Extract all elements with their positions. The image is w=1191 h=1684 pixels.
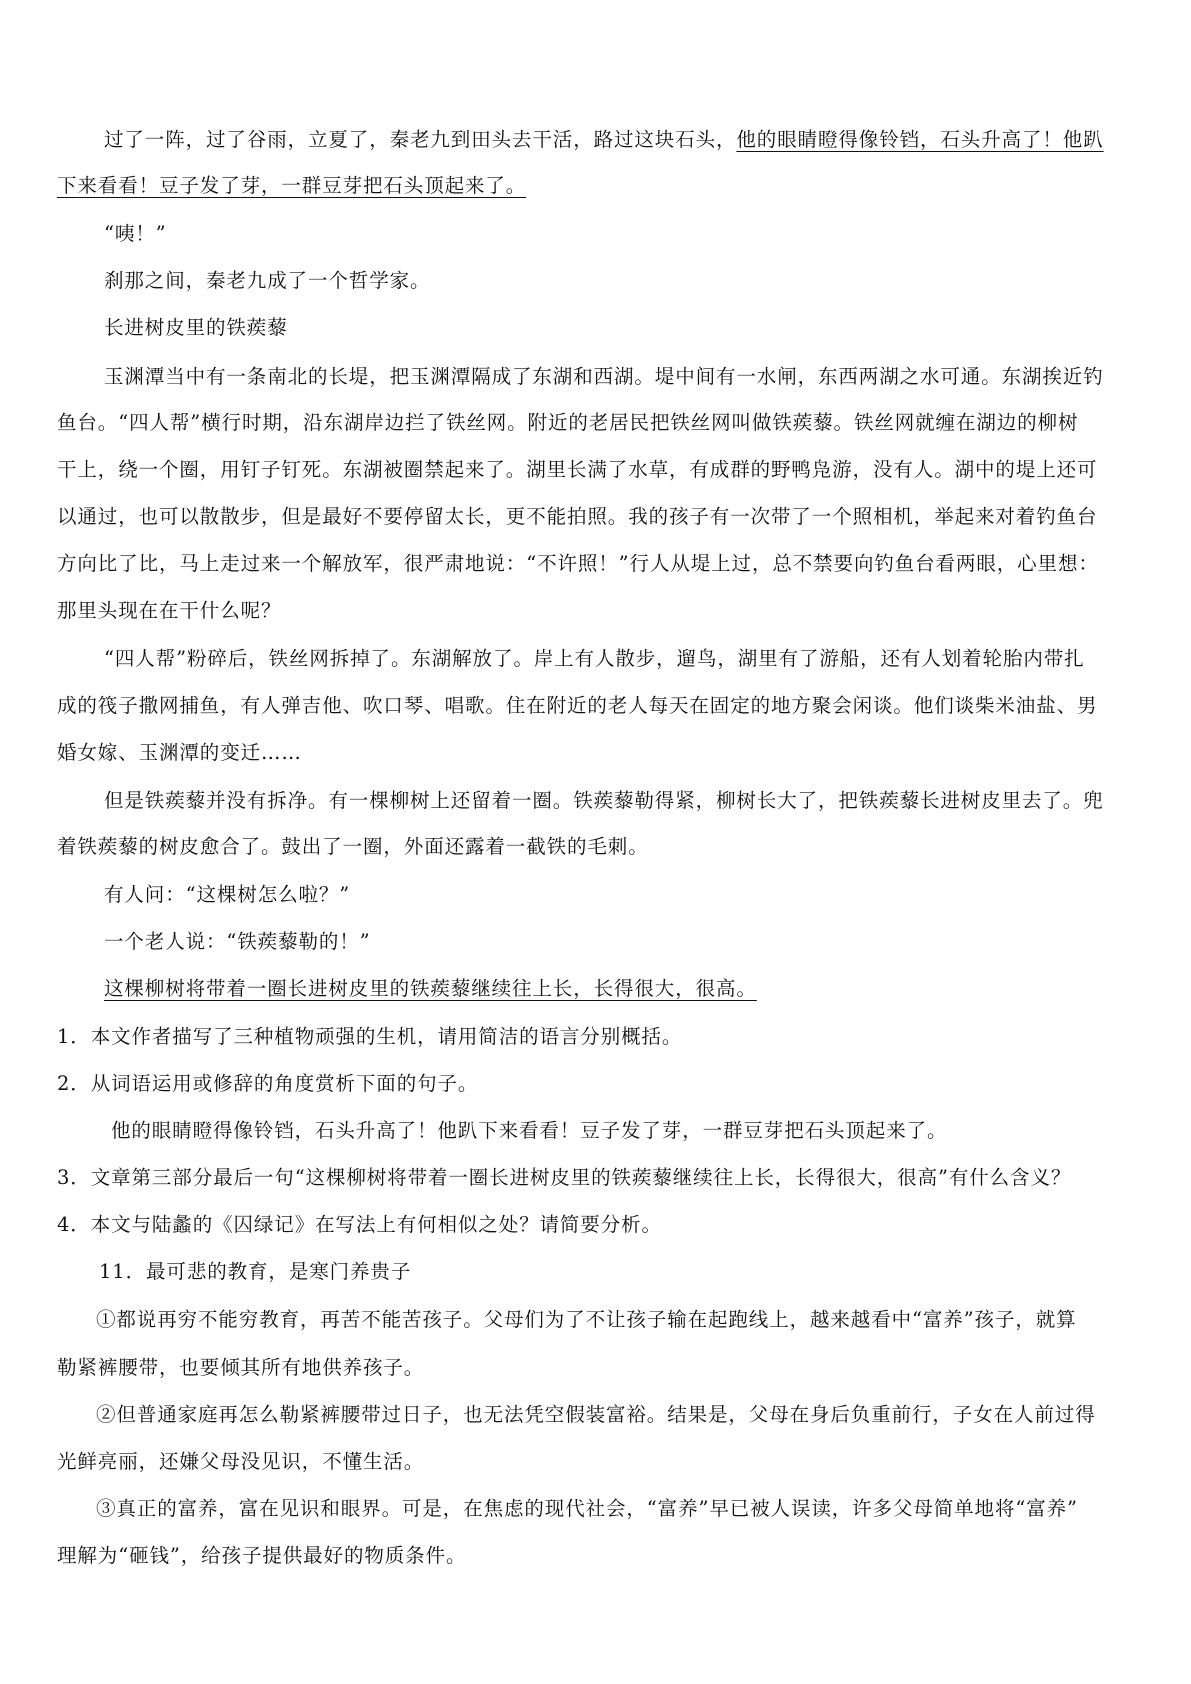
paragraph-6-line-2: 着铁蒺藜的树皮愈合了。鼓出了一圈，外面还露着一截铁的毛刺。 — [57, 835, 649, 858]
paragraph-4-line-1: 玉渊潭当中有一条南北的长堤，把玉渊潭隔成了东湖和西湖。堤中间有一水闸，东西两湖之水可通。东湖挨近钓 — [104, 365, 1104, 388]
section-11-paragraph-1-line-2: 勒紧裤腰带，也要倾其所有地供养孩子。 — [57, 1356, 425, 1379]
paragraph-4-line-6: 那里头现在在干什么呢？ — [57, 599, 282, 622]
paragraph-4-line-4: 以通过，也可以散散步，但是最好不要停留太长，更不能拍照。我的孩子有一次带了一个照相机，举起来对着钓鱼台 — [57, 505, 1098, 528]
paragraph-1-text: 过了一阵，过了谷雨，立夏了，秦老九到田头去干活，路过这块石头， — [104, 128, 737, 151]
section-11-paragraph-2-line-2: 光鲜亮丽，还嫌父母没见识，不懂生活。 — [57, 1450, 425, 1473]
question-4: 4．本文与陆蠡的《囚绿记》在写法上有何相似之处？请简要分析。 — [57, 1213, 662, 1236]
paragraph-9-underlined: 这棵柳树将带着一圈长进树皮里的铁蒺藜继续往上长，长得很大，很高。 — [104, 977, 757, 1000]
section-11-paragraph-3-line-1: ③真正的富养，富在见识和眼界。可是，在焦虑的现代社会，“富养”早已被人误读，许多父母简单地将“富养” — [96, 1497, 1078, 1520]
paragraph-8: 一个老人说：“铁蒺藜勒的！” — [104, 930, 371, 953]
section-subtitle: 长进树皮里的铁蒺藜 — [104, 316, 288, 339]
question-2: 2．从词语运用或修辞的角度赏析下面的句子。 — [57, 1072, 479, 1095]
paragraph-1-line-2: 下来看看！豆子发了芽，一群豆芽把石头顶起来了。 — [57, 174, 527, 197]
section-11-paragraph-2-line-1: ②但普通家庭再怎么勒紧裤腰带过日子，也无法凭空假装富裕。结果是，父母在身后负重前行，子女在人前过得 — [96, 1403, 1096, 1426]
paragraph-5-line-3: 婚女嫁、玉渊潭的变迁…… — [57, 741, 302, 764]
section-11-paragraph-3-line-2: 理解为“砸钱”，给孩子提供最好的物质条件。 — [57, 1544, 467, 1567]
paragraph-5-line-1: “四人帮”粉碎后，铁丝网拆掉了。东湖解放了。岸上有人散步，遛鸟，湖里有了游船，还有人划着轮胎内带扎 — [104, 647, 1085, 670]
paragraph-5-line-2: 成的筏子撒网捕鱼，有人弹吉他、吹口琴、唱歌。住在附近的老人每天在固定的地方聚会闲谈。他们谈柴米油盐、男 — [57, 694, 1098, 717]
paragraph-3: 刹那之间，秦老九成了一个哲学家。 — [104, 269, 431, 292]
paragraph-2: “咦！” — [104, 222, 167, 245]
section-11-title: 11．最可悲的教育，是寒门养贵子 — [99, 1260, 412, 1283]
question-3: 3．文章第三部分最后一句“这棵柳树将带着一圈长进树皮里的铁蒺藜继续往上长，长得很大，很高”有什么含义？ — [57, 1166, 1072, 1189]
question-2-quote: 他的眼睛瞪得像铃铛，石头升高了！他趴下来看看！豆子发了芽，一群豆芽把石头顶起来了。 — [111, 1119, 948, 1142]
paragraph-4-line-2: 鱼台。“四人帮”横行时期，沿东湖岸边拦了铁丝网。附近的老居民把铁丝网叫做铁蒺藜。铁丝网就缠在湖边的柳树 — [57, 411, 1079, 434]
question-1: 1．本文作者描写了三种植物顽强的生机，请用简洁的语言分别概括。 — [57, 1025, 683, 1048]
paragraph-4-line-5: 方向比了比，马上走过来一个解放军，很严肃地说：“不许照！”行人从堤上过，总不禁要向钓鱼台看两眼，心里想： — [57, 552, 1099, 575]
paragraph-7: 有人问：“这棵树怎么啦？” — [104, 883, 351, 906]
underlined-sentence: 他的眼睛瞪得像铃铛，石头升高了！他趴 — [736, 128, 1104, 151]
paragraph-6-line-1: 但是铁蒺藜并没有拆净。有一棵柳树上还留着一圈。铁蒺藜勒得紧，柳树长大了，把铁蒺藜长进树皮里去了。兜 — [104, 789, 1104, 812]
paragraph-1-line-1 — [104, 127, 1104, 153]
section-11-paragraph-1-line-1: ①都说再穷不能穷教育，再苦不能苦孩子。父母们为了不让孩子输在起跑线上，越来越看中“富养”孩子，就算 — [96, 1308, 1077, 1331]
paragraph-4-line-3: 干上，绕一个圈，用钉子钉死。东湖被圈禁起来了。湖里长满了水草，有成群的野鸭凫游，没有人。湖中的堤上还可 — [57, 458, 1098, 481]
